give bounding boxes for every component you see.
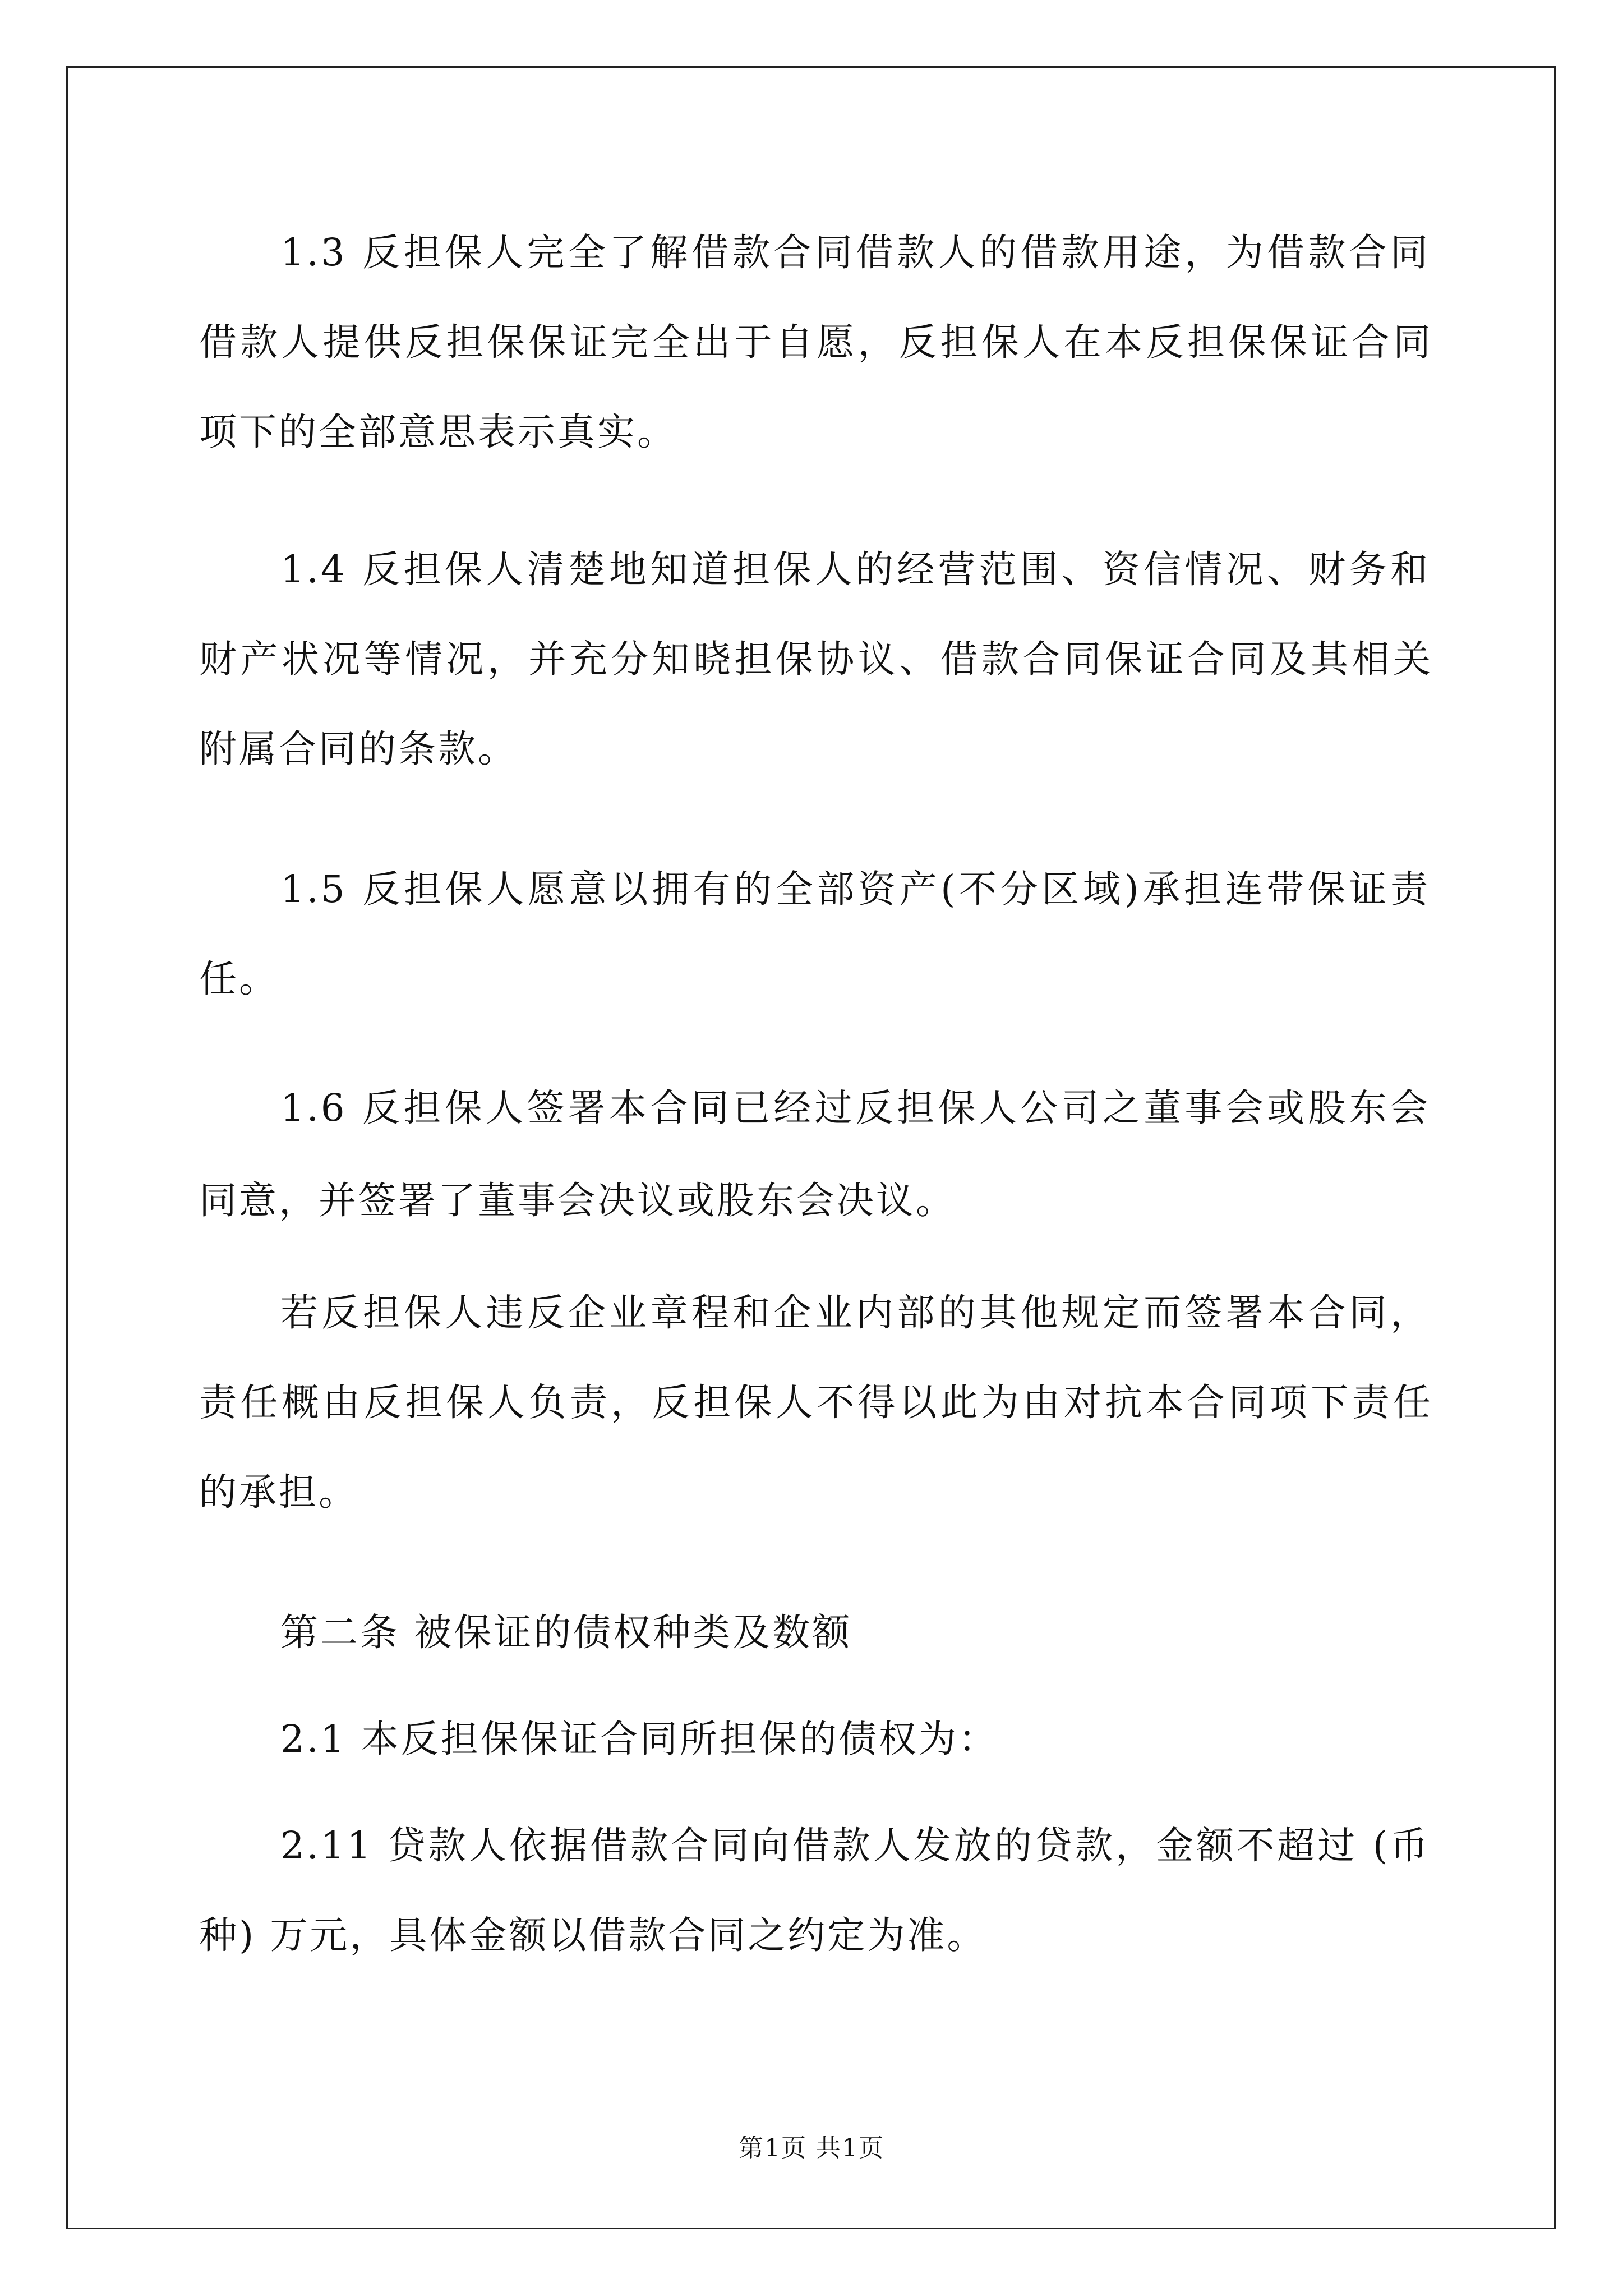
paragraph-1-4-line-1: 1.4 反担保人清楚地知道担保人的经营范围、资信情况、财务和 <box>280 547 1430 591</box>
paragraph-1-6-line-1: 1.6 反担保人签署本合同已经过反担保人公司之董事会或股东会 <box>280 1086 1430 1130</box>
paragraph-1-5-line-1: 1.5 反担保人愿意以拥有的全部资产(不分区域)承担连带保证责 <box>280 867 1430 911</box>
paragraph-1-5-line-2: 任。 <box>199 957 279 1001</box>
paragraph-violation-line-3: 的承担。 <box>199 1470 358 1514</box>
paragraph-1-3-line-2: 借款人提供反担保保证完全出于自愿，反担保人在本反担保保证合同 <box>199 320 1433 364</box>
paragraph-1-3-line-1: 1.3 反担保人完全了解借款合同借款人的借款用途，为借款合同 <box>280 231 1430 274</box>
section-heading-article-2: 第二条 被保证的债权种类及数额 <box>280 1611 852 1654</box>
page-border <box>66 66 1556 2229</box>
paragraph-1-4-line-3: 附属合同的条款。 <box>199 727 518 771</box>
paragraph-violation-line-2: 责任概由反担保人负责，反担保人不得以此为由对抗本合同项下责任 <box>199 1381 1433 1424</box>
paragraph-2-11-line-1: 2.11 贷款人依据借款合同向借款人发放的贷款，金额不超过 (币 <box>280 1824 1430 1867</box>
paragraph-1-3-line-3: 项下的全部意思表示真实。 <box>199 410 677 454</box>
page-number-footer: 第1页 共1页 <box>739 2134 884 2162</box>
paragraph-violation-line-1: 若反担保人违反企业章程和企业内部的其他规定而签署本合同， <box>280 1291 1430 1335</box>
paragraph-1-6-line-2: 同意，并签署了董事会决议或股东会决议。 <box>199 1179 956 1222</box>
paragraph-1-4-line-2: 财产状况等情况，并充分知晓担保协议、借款合同保证合同及其相关 <box>199 637 1433 681</box>
paragraph-2-1: 2.1 本反担保保证合同所担保的债权为： <box>280 1717 998 1761</box>
paragraph-2-11-line-2: 种) 万元，具体金额以借款合同之约定为准。 <box>199 1913 987 1957</box>
